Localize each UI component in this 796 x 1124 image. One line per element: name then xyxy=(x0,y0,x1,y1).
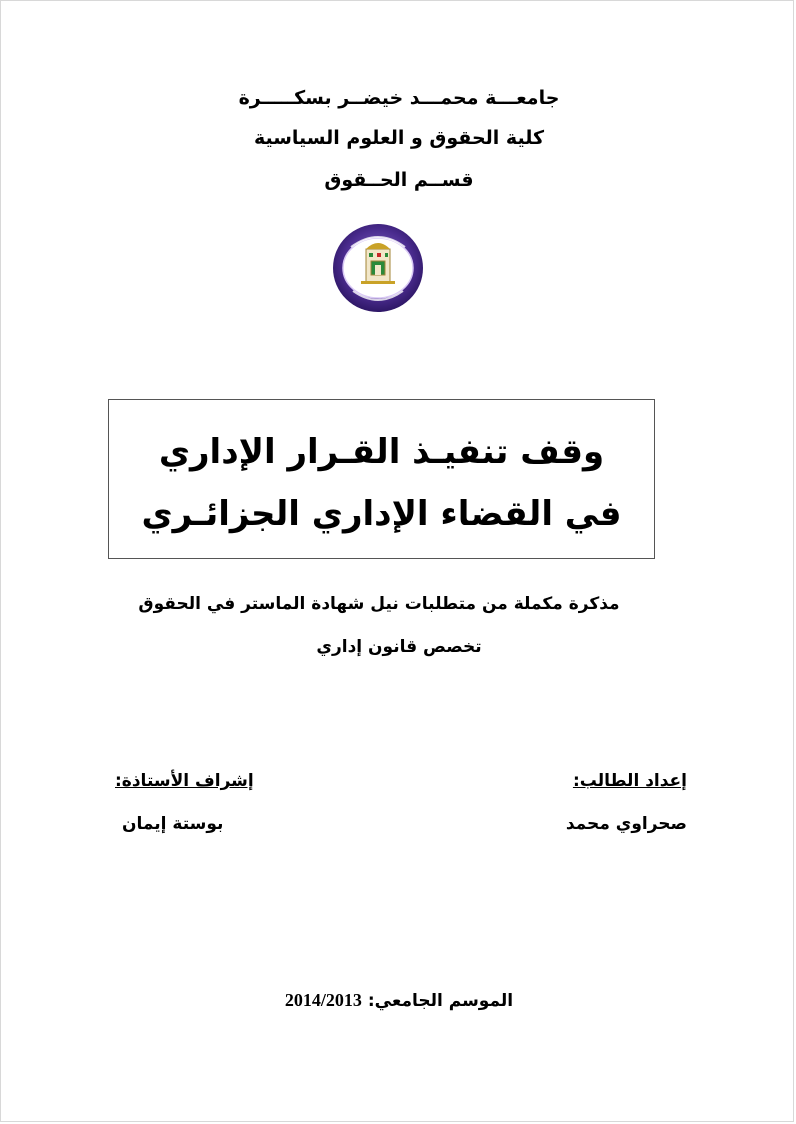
academic-season xyxy=(1,990,796,1011)
department-name: قســم الحــقوق xyxy=(324,169,474,191)
thesis-title-line-1: وقف تنفيـذ القـرار الإداري xyxy=(158,432,605,472)
university-name: جامعـــة محمـــد خيضــر بسكـــــرة xyxy=(238,87,560,109)
thesis-title-line-2: في القضاء الإداري الجزائـري xyxy=(141,494,622,534)
specialization: تخصص قانون إداري xyxy=(316,637,482,657)
season-year: 2014/2013 xyxy=(284,990,362,1010)
season-label: الموسم الجامعي: xyxy=(367,991,514,1011)
university-seal-icon xyxy=(331,221,425,315)
supervisor-name: بوستة إيمان xyxy=(122,814,224,834)
supervisor-label xyxy=(115,771,254,791)
title-box xyxy=(108,399,655,559)
thesis-description: مذكرة مكملة من متطلبات نيل شهادة الماستر في الحقوق xyxy=(138,594,620,614)
student-name: صحراوي محمد xyxy=(565,814,687,834)
supervisor-label-text: إشراف الأستاذة: xyxy=(115,771,254,791)
faculty-name: كلية الحقوق و العلوم السياسية xyxy=(253,127,545,149)
student-label xyxy=(573,771,687,791)
student-label-text: إعداد الطالب: xyxy=(572,771,687,791)
